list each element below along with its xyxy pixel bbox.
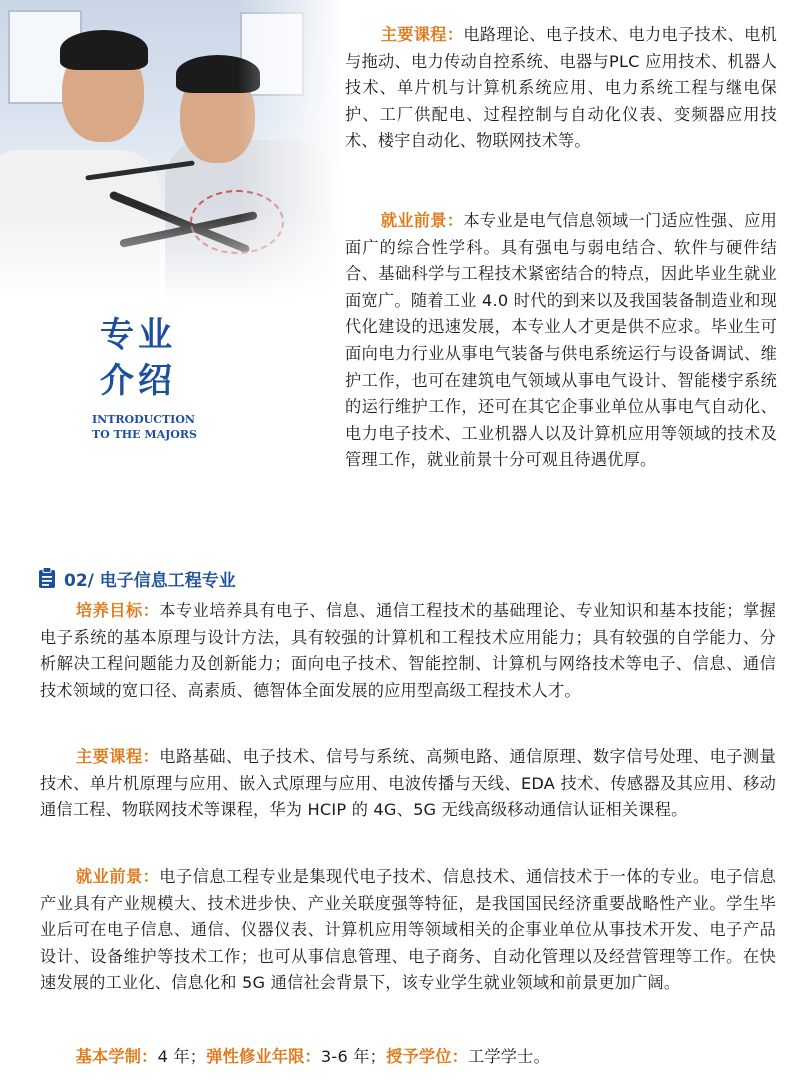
clipboard-icon [38, 567, 56, 589]
major2-goal-text: 本专业培养具有电子、信息、通信工程技术的基础理论、专业知识和基本技能；掌握电子系统的基本原理与设计方法，具有较强的计算机和工程技术应用能力；具有较强的自学能力、分析解决工程问题能力及创新能力；面向电子技术、智能控制、计算机与网络技术等电子、信息、通信技术领域的宽口径、高素质、德智体全面发展的应用型高级工程技术人才。 [40, 601, 776, 700]
students-drone-photo [0, 0, 340, 300]
major1-career-text: 本专业是电气信息领域一门适应性强、应用面广的综合性学科。具有强电与弱电结合、软件与硬件结合、基础科学与工程技术紧密结合的特点，因此毕业生就业面宽广。随着工业 4.0 时代的到来以及我国装备制造业和现代化建设的迅速发展，本专业人才更是供不应求。毕业生可面向电力行业从事电气装备与供电系统运行与设备调试、维护工作，也可在建筑电气领域从事电气设计、智能楼宇系统的运行维护工作，还可在其它企事业单位从事电气自动化、电力电子技术、工业机器人以及计算机应用等领域的技术及管理工作，就业前景十分可观且待遇优厚。 [345, 211, 777, 470]
intro-title-line1: 专业 [100, 315, 176, 355]
major2-heading [38, 565, 236, 591]
major1-courses-paragraph [345, 22, 777, 155]
major1-courses-label: 主要课程： [380, 25, 464, 44]
major2-career-paragraph [40, 864, 776, 997]
major2-goal-paragraph [40, 598, 776, 704]
major2-heading-text: 02/ 电子信息工程专业 [64, 570, 236, 591]
intro-title-line2: 介绍 [100, 361, 176, 401]
major2-duration-line [40, 1044, 776, 1071]
duration-label: 基本学制： [75, 1047, 158, 1066]
flex-years-label: 弹性修业年限： [206, 1047, 321, 1066]
major1-courses-text: 电路理论、电子技术、电力电子技术、电机与拖动、电力传动自控系统、电器与PLC 应用技术、机器人技术、单片机与计算机系统应用、电力系统工程与继电保护、工厂供配电、过程控制与自动化仪表、变频器应用技术、楼宇自动化、物联网技术等。 [345, 25, 777, 151]
intro-title [100, 312, 210, 404]
intro-en-line2: TO THE MAJORS [92, 428, 197, 441]
degree-label: 授予学位： [386, 1047, 469, 1066]
degree-value: 工学学士。 [468, 1047, 550, 1066]
major2-courses-paragraph [40, 744, 776, 824]
major2-courses-label: 主要课程： [75, 747, 160, 766]
duration-value: 4 年； [157, 1047, 207, 1066]
intro-en-line1: INTRODUCTION [92, 413, 195, 426]
major2-career-text: 电子信息工程专业是集现代电子技术、信息技术、通信技术于一体的专业。电子信息产业具有产业规模大、技术进步快、产业关联度强等特征，是我国国民经济重要战略性产业。学生毕业后可在电子信息、通信、仪器仪表、计算机应用等领域相关的企事业单位从事技术开发、电子产品设计、设备维护等技术工作；也可从事信息管理、电子商务、自动化管理以及经营管理等工作。在快速发展的工业化、信息化和 5G 通信社会背景下，该专业学生就业领域和前景更加广阔。 [40, 867, 776, 993]
major2-courses-text: 电路基础、电子技术、信号与系统、高频电路、通信原理、数字信号处理、电子测量技术、单片机原理与应用、嵌入式原理与应用、电波传播与天线、EDA 技术、传感器及其应用、移动通信工程、物联网技术等课程，华为 HCIP 的 4G、5G 无线高级移动通信认证相关课程。 [40, 747, 776, 820]
intro-english-subtitle [92, 412, 232, 442]
flex-years-value: 3-6 年； [320, 1047, 387, 1066]
major2-career-label: 就业前景： [75, 867, 160, 886]
major1-career-paragraph [345, 208, 777, 474]
major1-career-label: 就业前景： [380, 211, 464, 230]
major2-goal-label: 培养目标： [75, 601, 160, 620]
